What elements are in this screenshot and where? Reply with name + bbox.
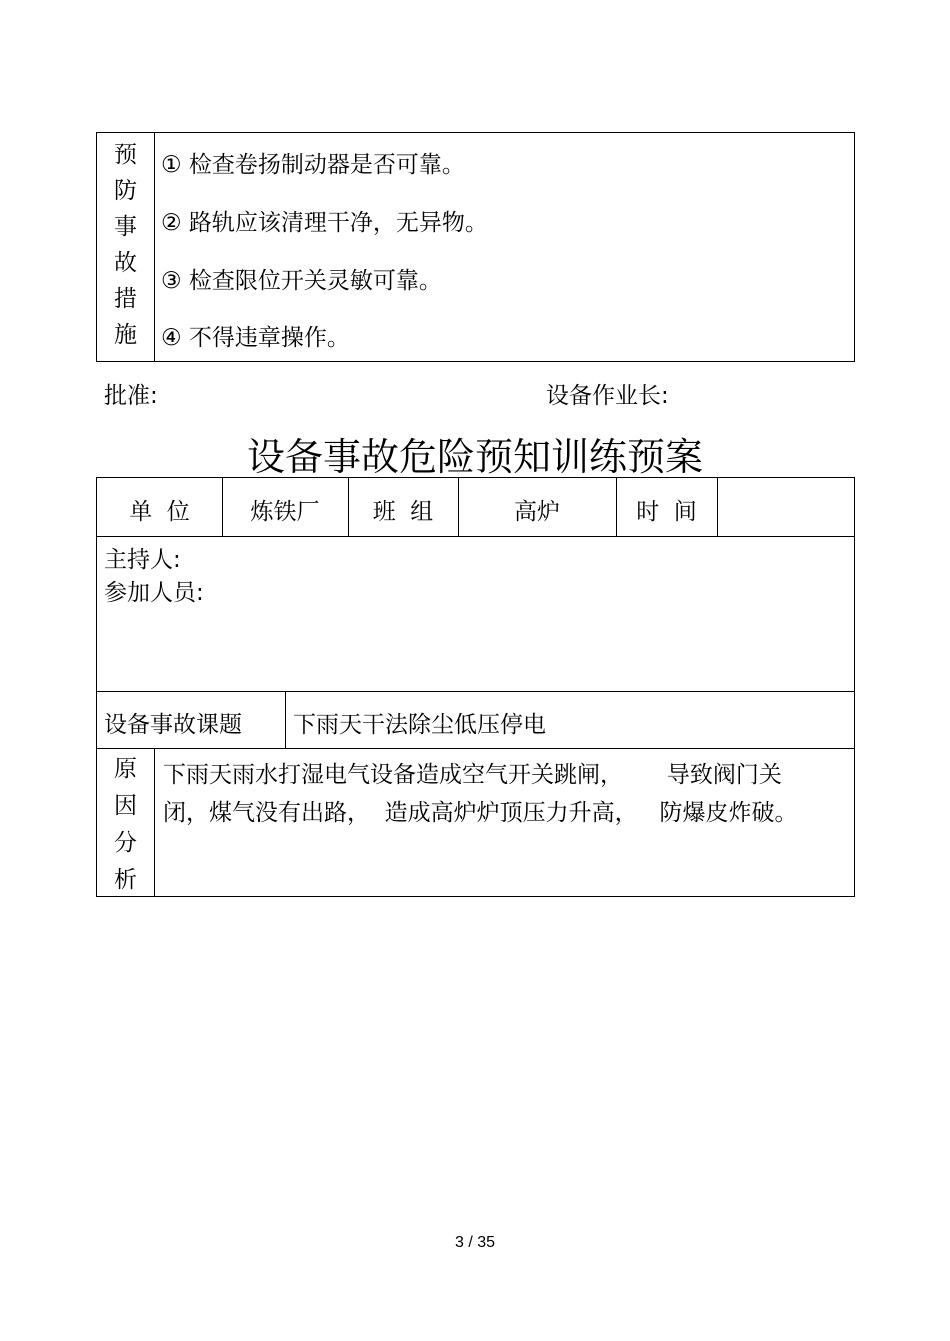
team-label: 班 组 <box>372 499 434 525</box>
label-char: 原 <box>114 756 137 782</box>
label-char: 施 <box>114 322 137 348</box>
supervisor-label: 设备作业长: <box>546 383 669 409</box>
host-label: 主持人: <box>104 547 181 573</box>
preventive-measures-table <box>96 132 855 362</box>
column-divider <box>285 691 286 748</box>
unit-value: 炼铁厂 <box>250 499 320 525</box>
participants-label: 参加人员: <box>104 580 204 606</box>
label-char: 分 <box>114 830 137 856</box>
unit-label: 单 位 <box>129 499 190 525</box>
measure-item: ② 路轨应该清理干净，无异物。 <box>161 210 488 236</box>
row-divider <box>97 691 854 692</box>
label-char: 措 <box>114 286 137 312</box>
column-divider <box>154 748 155 896</box>
approve-label: 批准: <box>104 383 158 409</box>
cause-text-line: 闭，煤气没有出路， 造成高炉炉顶压力升高， 防爆皮炸破。 <box>163 800 798 826</box>
label-char: 预 <box>114 142 137 168</box>
measure-item: ③ 检查限位开关灵敏可靠。 <box>161 268 442 294</box>
topic-value: 下雨天干法除尘低压停电 <box>293 712 546 738</box>
page-number: 3 / 35 <box>454 1234 496 1251</box>
label-char: 析 <box>114 867 137 893</box>
measure-item: ① 检查卷扬制动器是否可靠。 <box>161 152 465 178</box>
preventive-measures-label <box>97 137 154 353</box>
topic-label: 设备事故课题 <box>104 712 242 738</box>
label-char: 事 <box>114 214 137 240</box>
row-divider <box>97 748 854 749</box>
column-divider <box>154 133 155 361</box>
team-value: 高炉 <box>514 499 560 525</box>
cause-analysis-label <box>97 751 154 899</box>
page-title: 设备事故危险预知训练预案 <box>246 435 703 479</box>
row-divider <box>97 536 854 537</box>
column-divider <box>717 478 718 536</box>
label-char: 因 <box>114 793 137 819</box>
cause-text-line: 下雨天雨水打湿电气设备造成空气开关跳闸， 导致阀门关 <box>163 762 782 788</box>
time-label: 时 间 <box>636 499 697 525</box>
label-char: 故 <box>114 250 137 276</box>
measure-item: ④ 不得违章操作。 <box>161 325 350 351</box>
accident-info-table <box>96 477 855 897</box>
label-char: 防 <box>114 178 137 204</box>
